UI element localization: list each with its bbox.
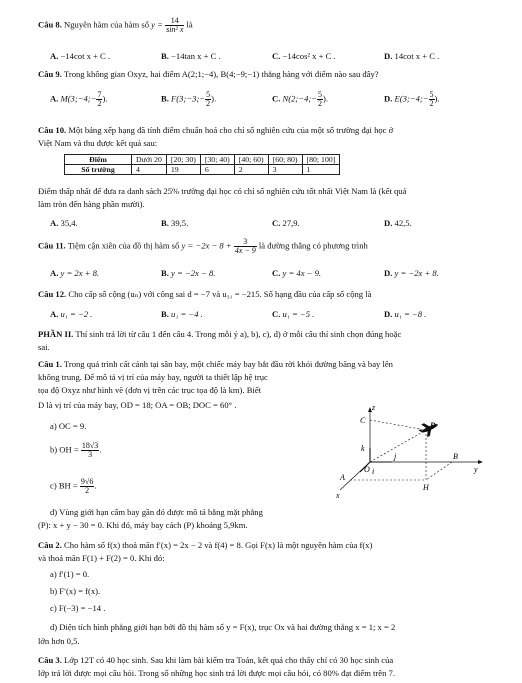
c1-item-b: b) OH = $\frac{18√3}{3}$ . [50, 441, 102, 459]
c1-label: Câu 1. [38, 359, 62, 369]
q11-stem: Câu 11. Tiệm cận xiên của đồ thị hàm số y = −2x − 8 + $\frac{3}{4x - 9}$ là đường thẳng có phương trình [38, 237, 368, 255]
c1-line-3: tọa độ Oxyz như hình vẽ (đơn vị trên các trục tọa độ là km). Biết [38, 385, 262, 395]
q12-option-c: C. u₁ = −5 . [272, 309, 315, 319]
q8-label: Câu 8. [38, 19, 62, 30]
c2-item-d-2: lớn hơn 0,5. [38, 636, 80, 646]
q9-option-c: C. N(2;−4;− $\frac{5}{2}$ ). [272, 90, 329, 108]
q10-option-b: B. 39,5. [161, 218, 189, 228]
c2-item-d-1: d) Diện tích hình phẳng giới hạn bởi đồ thị hàm số y = F(x), trục Ox và hai đường thẳng x = 1; x = 2 [50, 622, 396, 632]
part2-line-1: PHẦN II. Thí sinh trả lời từ câu 1 đến câu 4. Trong mỗi ý a), b), c), d) ở mỗi câu thí sinh chọn đúng hoặc [38, 329, 402, 339]
q8-option-c: C. −14cos² x + C . [272, 51, 336, 61]
c1-item-a: a) OC = 9. [50, 421, 87, 431]
q8-option-d: D. 14cot x + C . [384, 51, 440, 61]
table-cell: 1 [302, 165, 340, 175]
label-A: A [340, 473, 345, 482]
label-z: z [372, 403, 376, 412]
q8-option-a: A. −14cot x + C . [50, 51, 111, 61]
c2-label: Câu 2. [38, 540, 62, 550]
q8-func-lhs: y = [151, 19, 163, 30]
c1-item-d-1: d) Vùng giới hạn cấm bay gần đó được mô tả bằng mặt phẳng [50, 507, 263, 517]
q10-option-c: C. 27,9. [272, 218, 300, 228]
q12-option-b: B. u₁ = −4 . [161, 309, 203, 319]
table-cell: Dưới 20 [132, 155, 167, 165]
table-cell: 3 [268, 165, 302, 175]
q8-option-b: B. −14tan x + C . [161, 51, 221, 61]
label-x: x [336, 491, 340, 500]
q9-option-a: A. M(3;−4;− $\frac{7}{2}$ ). [50, 90, 108, 108]
q9-option-d: D. E(3;−4;− $\frac{5}{2}$ ). [384, 90, 440, 108]
table-row [65, 165, 340, 175]
label-y: y [474, 465, 478, 474]
label-B: B [453, 452, 458, 461]
q9-label: Câu 9. [38, 69, 62, 79]
q8-stem [38, 17, 193, 34]
part2-title: PHẦN II. [38, 329, 74, 339]
c2-item-b: b) F′(x) = f(x). [50, 586, 101, 596]
table-cell: 6 [200, 165, 234, 175]
q10-option-a: A. 35,4. [50, 218, 78, 228]
table-cell: 19 [166, 165, 200, 175]
q11-option-d: D. y = −2x + 8. [384, 268, 439, 278]
q10-option-d: D. 42,5. [384, 218, 412, 228]
q8-fraction: $\frac{14}{\text{sin² x}}$ [166, 16, 184, 34]
q10-after-2: làm tròn đến hàng phần mười). [38, 199, 145, 209]
q12-stem: Câu 12. Cho cấp số cộng (uₙ) với công sai d = −7 và u₃₁ = −215. Số hạng đầu của cấp số cộng là [38, 289, 372, 299]
q12-label: Câu 12. [38, 289, 67, 299]
dash-OD [370, 430, 426, 462]
label-C: C [360, 416, 366, 425]
label-D: D [430, 421, 436, 430]
q9-stem [38, 69, 379, 79]
airplane-icon [417, 418, 441, 439]
table-cell: [30; 40) [200, 155, 234, 165]
c3-line-1: Câu 3. Lớp 12T có 40 học sinh. Sau khi làm bài kiểm tra Toán, kết quả cho thấy chỉ có 30 học sinh của [38, 655, 394, 665]
c2-line-2: và thoả mãn F(1) + F(2) = 0. Khi đó: [38, 553, 165, 563]
c2-item-c: c) F(−3) = −14 . [50, 603, 106, 613]
label-k: k [361, 444, 365, 453]
table-cell: [80; 100] [302, 155, 340, 165]
c2-item-a: a) f′(1) = 0. [50, 569, 90, 579]
q11-option-c: C. y = 4x − 9. [272, 268, 322, 278]
table-cell: [40; 60) [234, 155, 268, 165]
c3-line-2: lớp trả lời được mọi câu hỏi. Trong số những học sinh trả lời được mọi câu hỏi, có 80% đạt điểm trên 7. [38, 668, 396, 678]
c1-line-1: Câu 1. Trong quá trình cất cánh tại sân bay, một chiếc máy bay bắt đầu rời khỏi đường băng và bay lên [38, 359, 393, 369]
q11-label: Câu 11. [38, 240, 66, 251]
y-arrow [478, 460, 483, 464]
c1-item-c: c) BH = $\frac{9√6}{2}$ . [50, 477, 97, 495]
dash-CD [370, 420, 426, 430]
label-O: O [364, 465, 370, 474]
table-cell: [60; 80) [268, 155, 302, 165]
q9-option-b: B. F(3;−3;− $\frac{5}{2}$ ). [161, 90, 217, 108]
label-j: j [394, 452, 397, 461]
c1-line-4: D là vị trí của máy bay, OD = 18; OA = OB; DOC = 60° . [38, 400, 237, 410]
c2-line-1: Câu 2. Cho hàm số f(x) thoả mãn f′(x) = 2x − 2 và f(4) = 8. Gọi F(x) là một nguyên hàm của f(x) [38, 540, 373, 550]
table-header-cell: Số trường [65, 165, 132, 175]
q11-option-a: A. y = 2x + 8. [50, 268, 100, 278]
q11-option-b: B. y = −2x − 8. [161, 268, 216, 278]
c3-label: Câu 3. [38, 655, 62, 665]
dash-BH [426, 462, 452, 480]
table-row [65, 155, 340, 165]
q10-label: Câu 10. [38, 125, 67, 135]
label-i: i [372, 467, 375, 476]
q12-option-d: D. u₁ = −8 . [384, 309, 427, 319]
q11-fraction: $\frac{3}{4x - 9}$ [234, 237, 256, 255]
q12-option-a: A. u₁ = −2 . [50, 309, 93, 319]
q8-text: Nguyên hàm của hàm số [64, 19, 150, 30]
table-cell: 4 [132, 165, 167, 175]
coordinate-figure [330, 398, 500, 508]
c1-item-d-2: (P): x + y − 30 = 0. Khi đó, máy bay cách (P) khoảng 5,9km. [38, 520, 248, 530]
q8-text-end: là [186, 19, 193, 30]
q10-line-1: Câu 10. Một bảng xếp hạng đã tính điểm chuẩn hoá cho chỉ số nghiên cứu của một số trường đại học ở [38, 125, 394, 135]
label-H: H [423, 483, 429, 492]
c1-line-2: không trung. Để mô tả vị trí của máy bay, người ta thiết lập hệ trục [38, 372, 268, 382]
score-table [64, 154, 340, 175]
q10-line-2: Việt Nam và thu được kết quả sau: [38, 138, 158, 148]
part2-line-2: sai. [38, 342, 50, 352]
table-header-cell: Điểm [65, 155, 132, 165]
q9-text: Trong không gian Oxyz, hai điểm A(2;1;−4), B(4;−9;−1) thẳng hàng với điểm nào sau đây? [63, 69, 379, 79]
table-cell: [20; 30) [166, 155, 200, 165]
q10-after-1: Điểm thấp nhất để đưa ra danh sách 25% trường đại học có chỉ số nghiên cứu tốt nhất Việt Nam là (kết quả [38, 186, 407, 196]
table-cell: 2 [234, 165, 268, 175]
